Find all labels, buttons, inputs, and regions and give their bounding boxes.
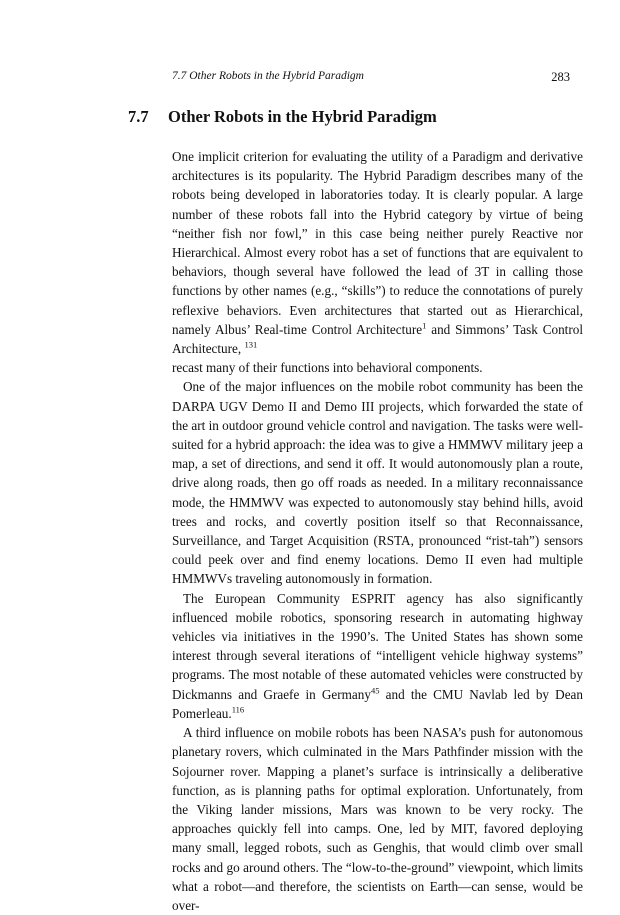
paragraph-text: recast many of their functions into behavioral components. <box>172 360 483 376</box>
paragraph <box>172 377 583 588</box>
citation-ref: 131 <box>244 339 258 350</box>
paragraph <box>172 723 583 915</box>
paragraph-text: The European Community ESPRIT agency has also significantly influenced mobile robotics, sponsoring research in automating highway vehicles via initiatives in the 1990’s. The United States has shown some interest through several iterations of “intelligent vehicle highway systems” programs. The most notable of these automated vehicles were constructed by Dickmanns and Graefe in Germany <box>172 590 583 702</box>
paragraph-text: One of the major influences on the mobile robot community has been the DARPA UGV Demo II and Demo III projects, which forwarded the state of the art in outdoor ground vehicle control and navigation. The tasks were well-suited for a hybrid approach: the idea was to give a HMMWV military jeep a map, a set of directions, and send it off. It would autonomously plan a route, drive along roads, then go off roads as needed. In a military reconnaissance mode, the HMMWV was expected to autonomously stay behind hills, avoid trees and rocks, and covertly position itself so that Reconnaissance, Surveillance, and Target Acquisition (RSTA, pronounced “rist-tah”) sensors could peek over and find enemy locations. Demo II even had multiple HMMWVs traveling autonomously in formation. <box>172 379 584 587</box>
paragraph <box>172 589 583 723</box>
section-number: 7.7 <box>128 107 149 126</box>
citation-ref: 116 <box>231 704 245 715</box>
paragraph <box>172 147 583 377</box>
section-heading <box>128 107 578 127</box>
paragraph-text: and Simmons’ Task Control Architecture, <box>172 321 583 357</box>
citation-ref: 1 <box>422 320 427 331</box>
section-title: Other Robots in the Hybrid Paradigm <box>168 107 437 126</box>
running-head <box>172 70 570 86</box>
running-head-title: 7.7 Other Robots in the Hybrid Paradigm <box>172 70 364 82</box>
page-number: 283 <box>551 70 570 84</box>
citation-ref: 45 <box>370 685 380 696</box>
paragraph-text: A third influence on mobile robots has been NASA’s push for autonomous planetary rovers, which culminated in the Mars Pathfinder mission with the Sojourner rover. Mapping a planet’s surface is intrinsically a deliberative function, as is planning paths for optimal exploration. Unfortunately, from the Viking lander missions, Mars was known to be very rocky. The approaches quickly fell into camps. One, led by MIT, favored deploying many small, legged robots, such as Genghis, that would climb over small rocks and go around others. The “low-to-the-ground” viewpoint, which limits what a robot—and therefore, the scientists on Earth—can sense, would be over- <box>172 725 583 913</box>
paragraph-text: and the CMU Navlab led by Dean Pomerleau. <box>172 686 583 721</box>
paragraph-text: One implicit criterion for evaluating the utility of a Paradigm and derivative architectures is its popularity. The Hybrid Paradigm describes many of the robots being developed in laboratories today. It is clearly popular. A large number of these robots fall into the Hybrid category by virtue of being “neither fish nor fowl,” in this case being neither purely Reactive nor Hierarchical. Almost every robot has a set of functions that are equivalent to behaviors, though several have followed the lead of 3T in calling those functions by other names (e.g., “skills”) to reduce the connotations of purely reflexive behaviors. Even architectures that started out as Hierarchical, namely Albus’ Real-time Control Architecture <box>172 149 583 337</box>
